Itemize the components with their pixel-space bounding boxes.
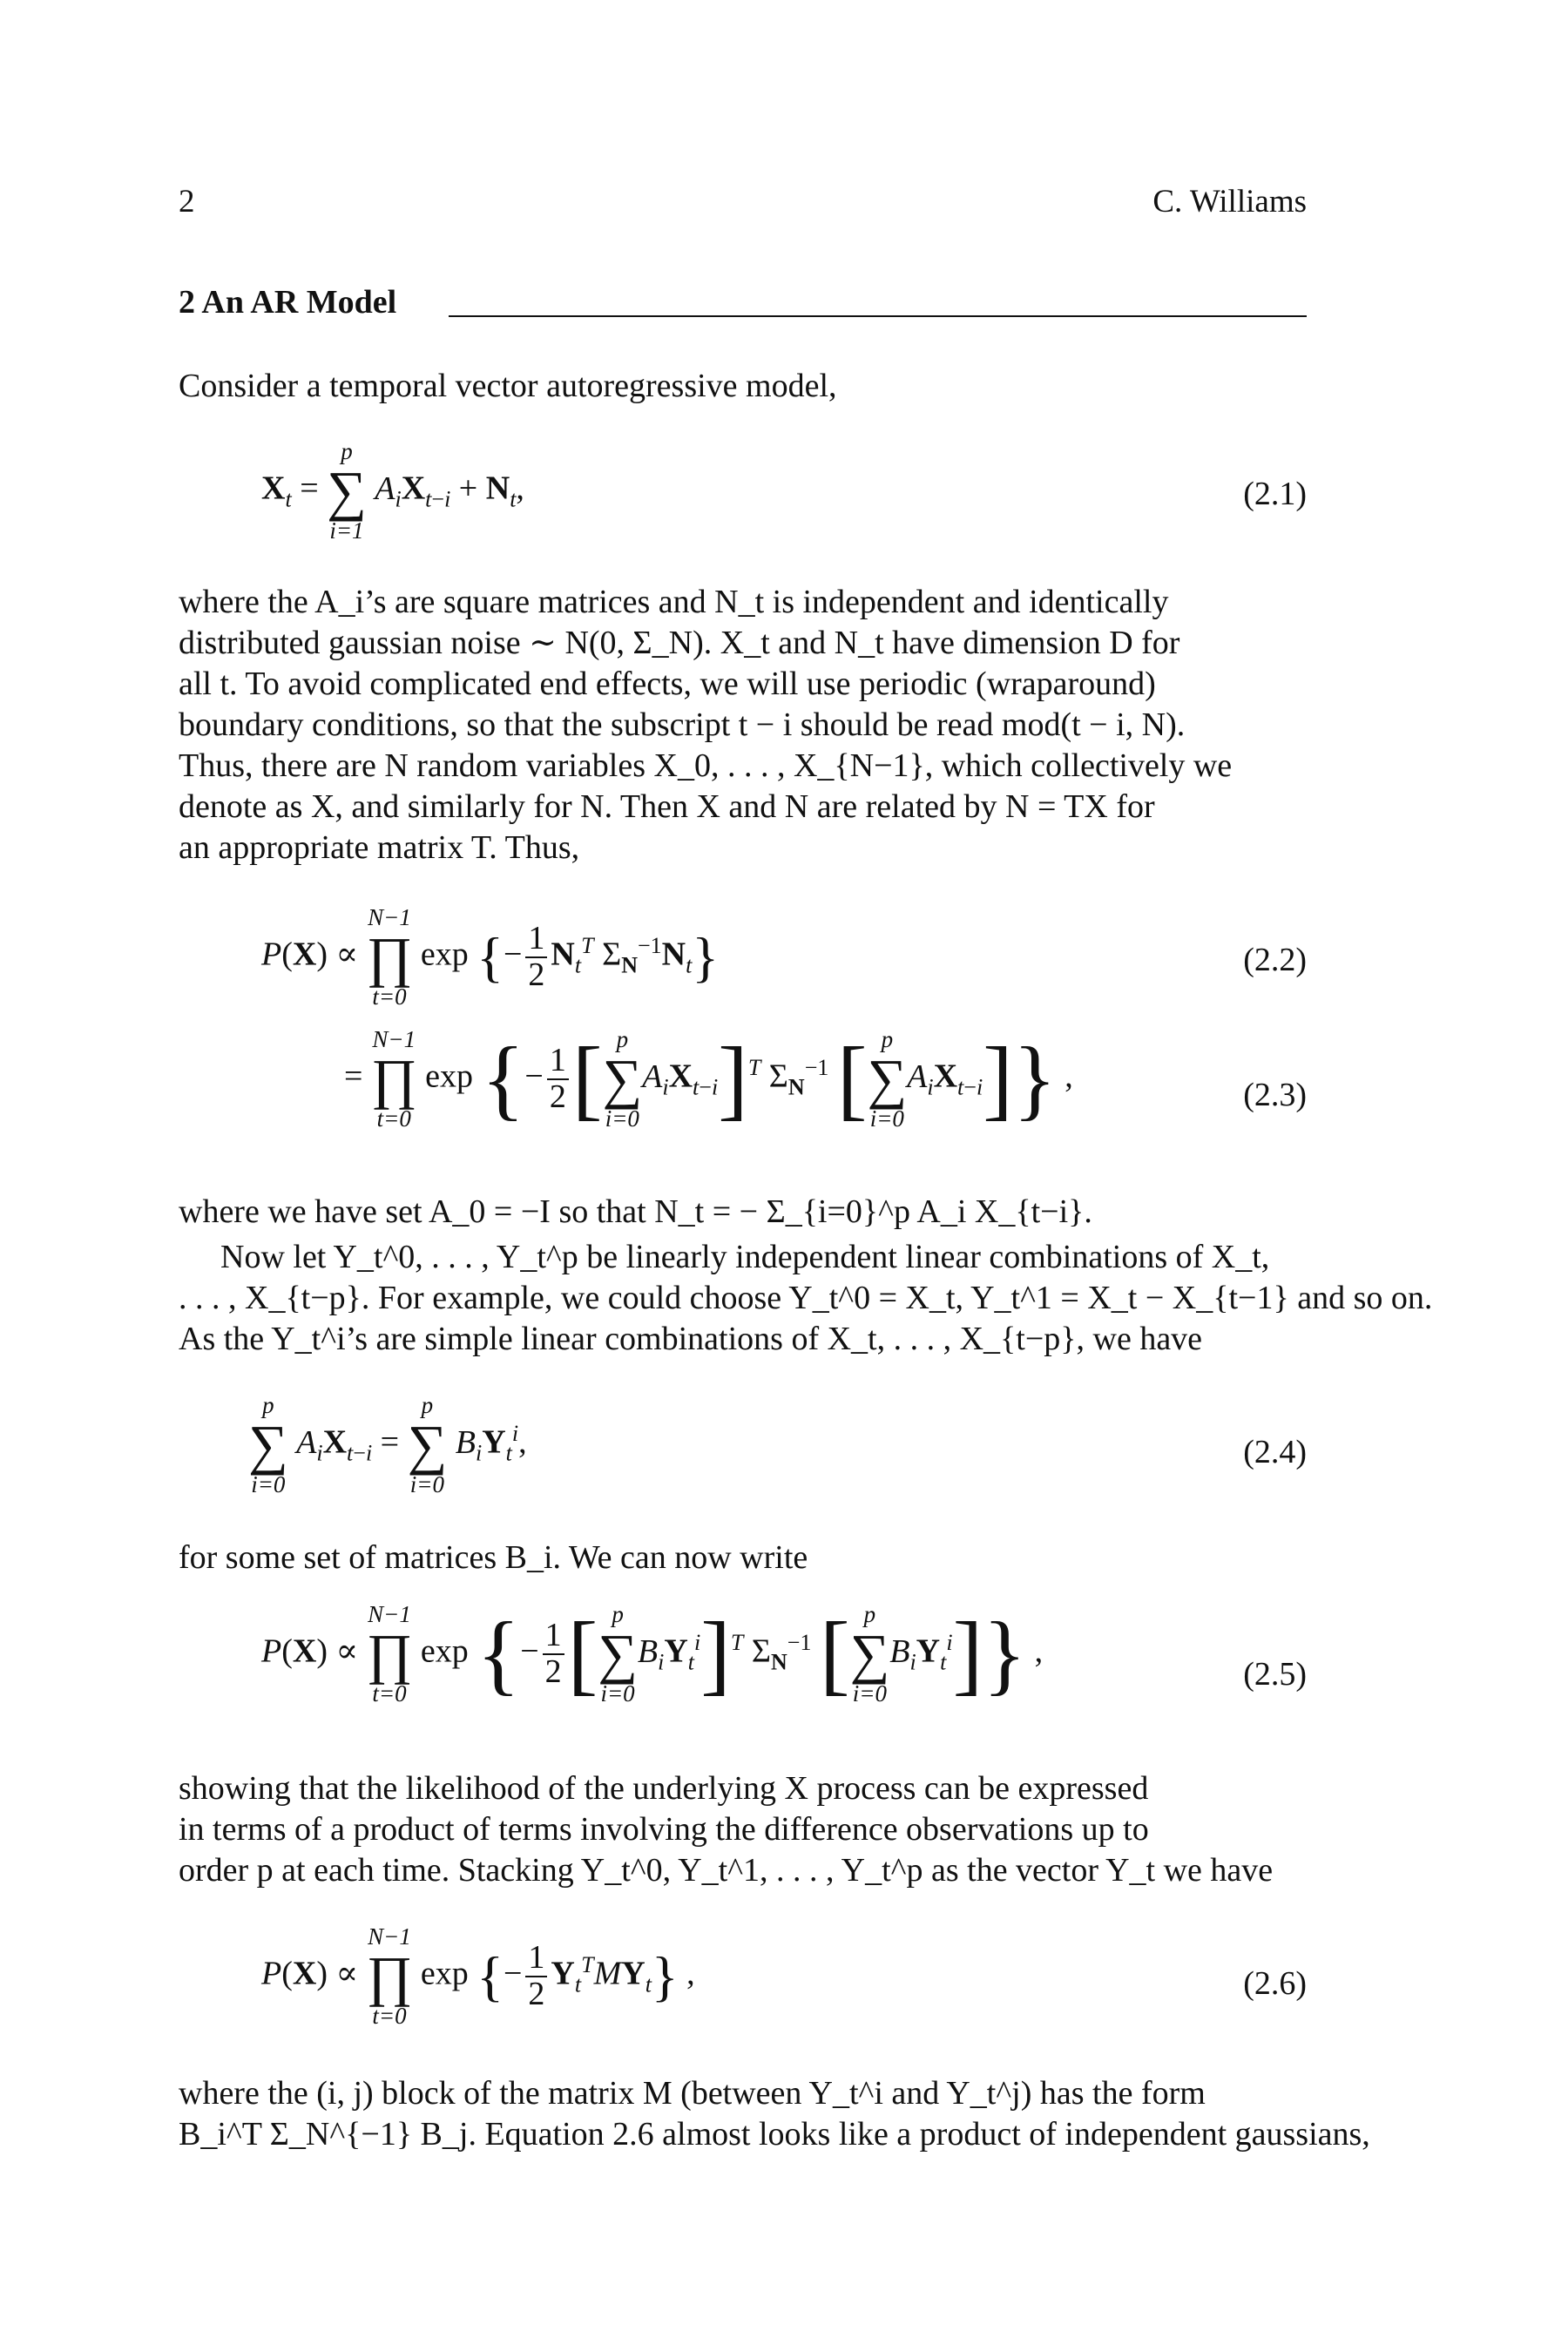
- paragraph-3: [179, 1237, 1433, 1360]
- equation-2-2-body: P(X) ∝ N−1 ∏ t=0 exp {− $\frac{1}{2}$ $N_t^T$ $\Sigma_N^{-1}N_t$}: [261, 904, 720, 1010]
- paragraph-6-line: B_i^T Σ_N^{−1} B_j. Equation 2.6 almost looks like a product of independent gaussians,: [179, 2116, 1370, 2153]
- paragraph-1-line: Thus, there are N random variables X_0, . . . , X_{N−1}, which collectively we: [179, 747, 1233, 784]
- page-number: 2: [179, 184, 195, 220]
- paragraph-2-line: where we have set A_0 = −I so that N_t = − Σ_{i=0}^p A_i X_{t−i}.: [179, 1193, 1092, 1230]
- equation-2-5: [179, 1603, 1307, 1751]
- equation-2-6: [179, 1925, 1307, 2047]
- equation-2-2: [179, 906, 1307, 1019]
- equation-number: (2.4): [1243, 1434, 1307, 1470]
- paragraph-4: [179, 1538, 1307, 1578]
- section-rule: [449, 315, 1307, 317]
- section-title: 2 An AR Model: [179, 283, 412, 321]
- equation-2-5-body: P(X) ∝ N−1 ∏ t=0 exp {− $\frac{1}{2}$ [ p ∑ i=0 $B_iY_t^i]^T$ $\Sigma_N^{-1}$ [ p ∑ i=0 $B_iY_t^i$]} ,: [261, 1601, 1044, 1707]
- equation-2-1-body: $X_t$ = p ∑ i=1 $A_iX_{t-i} + N_t$,: [261, 438, 524, 544]
- author-name: C. Williams: [1152, 184, 1307, 220]
- equation-number: (2.3): [1243, 1077, 1307, 1113]
- paragraph-1-line: distributed gaussian noise ∼ N(0, Σ_N). X_t and N_t have dimension D for: [179, 625, 1180, 661]
- paragraph-5-line: in terms of a product of terms involving the difference observations up to: [179, 1811, 1149, 1848]
- intro-text: Consider a temporal vector autoregressive model,: [179, 368, 837, 404]
- equation-number: (2.2): [1243, 942, 1307, 978]
- paragraph-1-line: where the A_i’s are square matrices and N_t is independent and identically: [179, 584, 1169, 620]
- paragraph-5: [179, 1768, 1307, 1891]
- equation-number: (2.1): [1243, 476, 1307, 512]
- section-heading: [179, 283, 1307, 327]
- equation-2-1: [179, 440, 1307, 562]
- paragraph-3-line: As the Y_t^i’s are simple linear combinations of X_t, . . . , X_{t−p}, we have: [179, 1321, 1203, 1357]
- paragraph-6-line: where the (i, j) block of the matrix M (between Y_t^i and Y_t^j) has the form: [179, 2075, 1206, 2112]
- paragraph-1-line: denote as X, and similarly for N. Then X and N are related by N = TX for: [179, 788, 1155, 825]
- equation-number: (2.6): [1243, 1965, 1307, 2002]
- equation-2-4-body: p ∑ i=0 $A_iX_{t-i}$ = p ∑ i=0 $B_iY_t^i$,: [248, 1392, 527, 1497]
- paragraph-1-line: all t. To avoid complicated end effects, we will use periodic (wraparound): [179, 666, 1156, 702]
- equation-2-4: [179, 1394, 1307, 1516]
- equation-2-6-body: P(X) ∝ N−1 ∏ t=0 exp {− $\frac{1}{2}$ $Y_t^TMY_t$} ,: [261, 1923, 695, 2029]
- paragraph-5-line: showing that the likelihood of the underlying X process can be expressed: [179, 1770, 1149, 1807]
- paragraph-3-line: Now let Y_t^0, . . . , Y_t^p be linearly independent linear combinations of X_t,: [220, 1239, 1270, 1275]
- paragraph-1-line: boundary conditions, so that the subscript t − i should be read mod(t − i, N).: [179, 706, 1186, 743]
- paragraph-5-line: order p at each time. Stacking Y_t^0, Y_t^1, . . . , Y_t^p as the vector Y_t we have: [179, 1852, 1274, 1889]
- paper-page: [179, 0, 1433, 2352]
- paragraph-1-line: an appropriate matrix T. Thus,: [179, 829, 580, 866]
- intro-paragraph: [179, 366, 1307, 407]
- paragraph-4-line: for some set of matrices B_i. We can now write: [179, 1539, 808, 1576]
- paragraph-2: [179, 1192, 1307, 1233]
- paragraph-6: [179, 2073, 1370, 2155]
- paragraph-3-line: . . . , X_{t−p}. For example, we could choose Y_t^0 = X_t, Y_t^1 = X_t − X_{t−1} and so on.: [179, 1280, 1433, 1316]
- paragraph-1: [179, 582, 1307, 868]
- equation-2-3: [179, 1028, 1307, 1167]
- equation-2-3-body: = N−1 ∏ t=0 exp {− $\frac{1}{2}$ [ p ∑ i=0 $A_iX_{t-i}]^T$ $\Sigma_N^{-1}$ [ p ∑ i=0 $A_iX_{t-i}$]} ,: [344, 1026, 1073, 1132]
- equation-number: (2.5): [1243, 1656, 1307, 1693]
